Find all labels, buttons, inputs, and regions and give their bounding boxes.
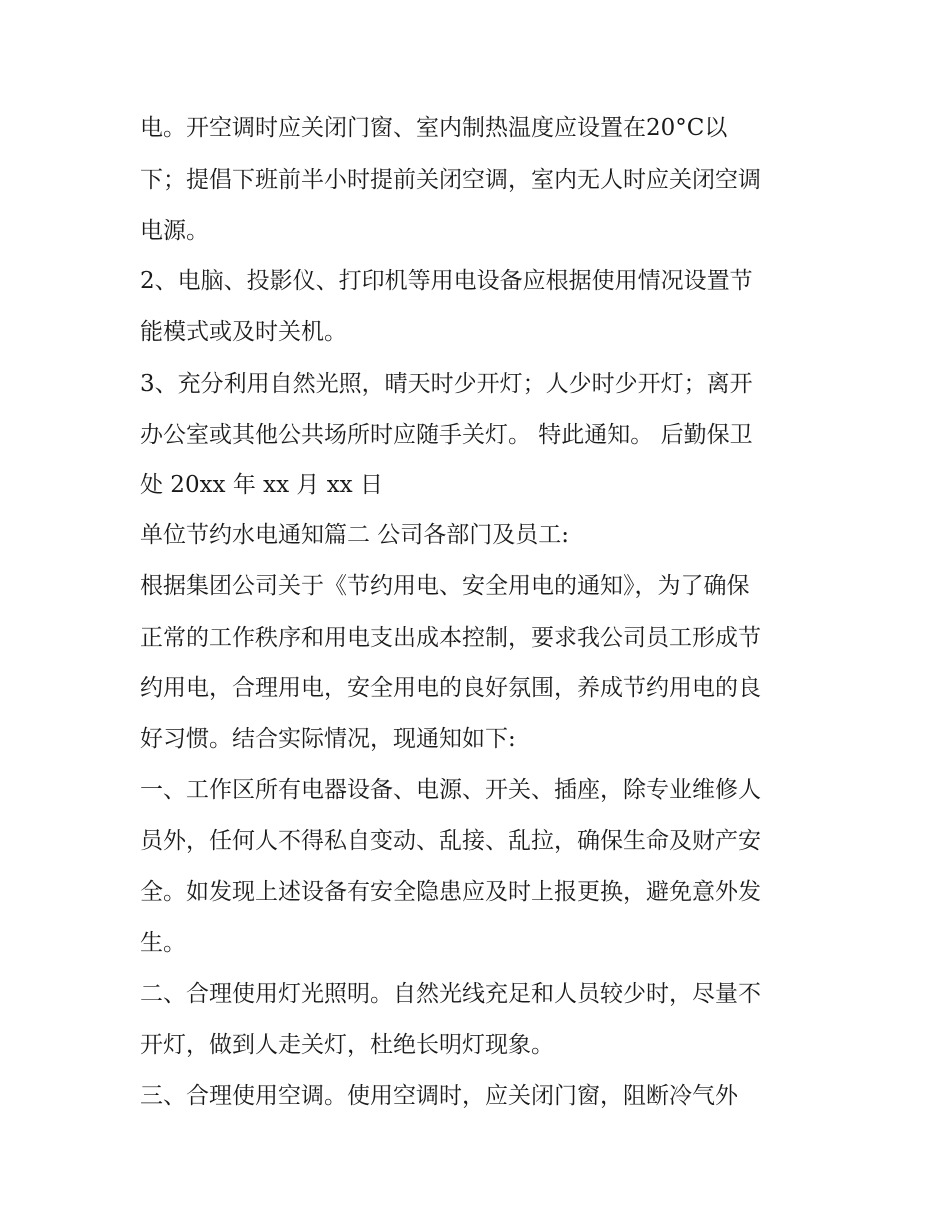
text-line: 约用电，合理用电，安全用电的良好氛围，养成节约用电的良 <box>140 675 761 701</box>
text-line: 根据集团公司关于《节约用电、安全用电的通知》，为了确保 <box>140 573 750 599</box>
text-line: 员外，任何人不得私自变动、乱接、乱拉，确保生命及财产安 <box>140 828 761 854</box>
section-heading: 单位节约水电通知篇二 公司各部门及员工: <box>140 522 570 548</box>
text-line: 好习惯。结合实际情况，现通知如下: <box>140 726 516 752</box>
text-line: 正常的工作秩序和用电支出成本控制，要求我公司员工形成节 <box>140 625 761 651</box>
text-line: 办公室或其他公共场所时应随手关灯。 特此通知。 后勤保卫 <box>140 422 753 448</box>
text-line: 生。 <box>140 930 186 956</box>
text-line: 全。如发现上述设备有安全隐患应及时上报更换，避免意外发 <box>140 879 761 905</box>
text-line: 开灯，做到人走关灯，杜绝长明灯现象。 <box>140 1032 554 1058</box>
text-line: 2、电脑、投影仪、打印机等用电设备应根据使用情况设置节 <box>140 268 753 294</box>
text-line: 能模式或及时关机。 <box>140 319 347 345</box>
text-line: 电。开空调时应关闭门窗、室内制热温度应设置在20°C以 <box>140 115 728 141</box>
text-line: 二、合理使用灯光照明。自然光线充足和人员较少时，尽量不 <box>140 981 761 1007</box>
text-line: 下；提倡下班前半小时提前关闭空调，室内无人时应关闭空调 <box>140 167 761 193</box>
text-line: 三、合理使用空调。使用空调时，应关闭门窗，阻断冷气外 <box>140 1083 738 1109</box>
text-line: 电源。 <box>140 218 209 244</box>
text-line: 3、充分利用自然光照，晴天时少开灯；人少时少开灯；离开 <box>140 371 753 397</box>
text-line: 处 20xx 年 xx 月 xx 日 <box>140 472 383 498</box>
text-line: 一、工作区所有电器设备、电源、开关、插座，除专业维修人 <box>140 777 761 803</box>
